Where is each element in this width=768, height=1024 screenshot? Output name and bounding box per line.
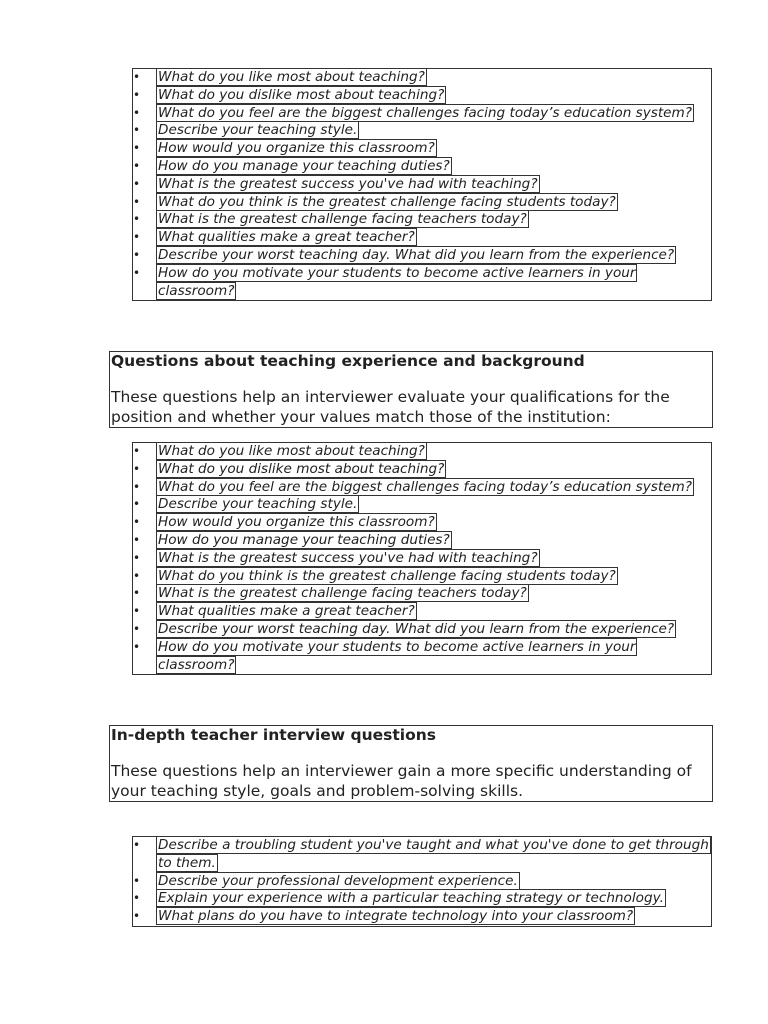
list-item-text: How would you organize this classroom? [158, 514, 435, 531]
list-item [133, 585, 711, 603]
list-item-text: What do you think is the greatest challenge facing students today? [158, 567, 616, 584]
list-item [133, 550, 711, 568]
list-item [133, 87, 711, 105]
list-item [133, 532, 711, 550]
bullet: • [133, 909, 141, 924]
list-item [133, 639, 711, 675]
bullet: • [133, 141, 141, 156]
list-item [133, 496, 711, 514]
bullet: • [133, 639, 141, 654]
list-item [133, 890, 711, 908]
list-item-text: What do you like most about teaching? [158, 443, 425, 459]
list-item [133, 229, 711, 247]
list-item-text: What do you think is the greatest challenge facing students today? [158, 193, 616, 210]
list-item-text: How would you organize this classroom? [158, 140, 435, 157]
list-item-text: What is the greatest challenge facing teachers today? [158, 211, 527, 228]
list-item [133, 479, 711, 497]
list-item [133, 603, 711, 621]
list-item-text: What qualities make a great teacher? [158, 229, 415, 246]
list-item-text: Describe your professional development experience. [158, 872, 518, 889]
section-intro: These questions help an interviewer gain a more specific understanding of your teaching style, goals and problem-solving skills. [111, 762, 692, 800]
bullet: • [133, 444, 141, 458]
question-list-in-depth [132, 836, 712, 927]
bullet: • [133, 497, 141, 512]
bullet: • [133, 891, 141, 906]
section-heading: Questions about teaching experience and background [111, 352, 585, 370]
bullet: • [133, 87, 141, 102]
bullet: • [133, 123, 141, 138]
bullet: • [133, 621, 141, 636]
list-item [133, 176, 711, 194]
list-item [133, 140, 711, 158]
list-item [133, 837, 711, 873]
section-heading: In-depth teacher interview questions [111, 726, 436, 744]
list-item [133, 873, 711, 891]
list-item-text: What do you dislike most about teaching? [158, 86, 445, 103]
list-item-text: Describe your teaching style. [158, 122, 358, 139]
bullet: • [133, 105, 141, 120]
list-item [133, 69, 711, 87]
list-item-text: What qualities make a great teacher? [158, 603, 415, 620]
list-item [133, 122, 711, 140]
list-item [133, 105, 711, 123]
list-item [133, 514, 711, 532]
bullet: • [133, 194, 141, 209]
bullet: • [133, 532, 141, 547]
bullet: • [133, 479, 141, 494]
bullet: • [133, 873, 141, 888]
list-item-text: What do you feel are the biggest challenges facing today’s education system? [158, 104, 692, 121]
list-item-text: What is the greatest challenge facing teachers today? [158, 585, 527, 602]
list-item [133, 194, 711, 212]
list-item [133, 621, 711, 639]
list-item [133, 211, 711, 229]
list-item [133, 265, 711, 301]
bullet: • [133, 604, 141, 619]
list-item-text: Describe your teaching style. [158, 496, 358, 513]
bullet: • [133, 568, 141, 583]
section-intro: These questions help an interviewer evaluate your qualifications for the position and whether your values match those of the institution: [111, 388, 670, 426]
list-item-text: What is the greatest success you've had with teaching? [158, 549, 538, 566]
list-item-text: What do you like most about teaching? [158, 69, 425, 85]
list-item-text: Describe your worst teaching day. What did you learn from the experience? [158, 246, 675, 263]
list-item [133, 158, 711, 176]
list-item-text: What is the greatest success you've had with teaching? [158, 175, 538, 192]
bullet: • [133, 230, 141, 245]
bullet: • [133, 461, 141, 476]
list-item-text: How do you manage your teaching duties? [158, 157, 450, 174]
bullet: • [133, 247, 141, 262]
bullet: • [133, 176, 141, 191]
section-in-depth-questions [109, 725, 713, 802]
list-item [133, 908, 711, 926]
list-item [133, 461, 711, 479]
list-item-text: How do you motivate your students to become active learners in your classroom? [158, 638, 636, 673]
list-item [133, 247, 711, 265]
list-item [133, 443, 711, 461]
bullet: • [133, 550, 141, 565]
list-item-text: How do you motivate your students to become active learners in your classroom? [158, 264, 636, 299]
question-list-general [132, 68, 712, 301]
list-item-text: What do you feel are the biggest challenges facing today’s education system? [158, 478, 692, 495]
section-teaching-experience [109, 351, 713, 428]
list-item-text: What do you dislike most about teaching? [158, 460, 445, 477]
bullet: • [133, 515, 141, 530]
list-item-text: Explain your experience with a particular teaching strategy or technology. [158, 890, 664, 907]
question-list-experience [132, 442, 712, 675]
list-item-text: How do you manage your teaching duties? [158, 531, 450, 548]
list-item-text: Describe your worst teaching day. What did you learn from the experience? [158, 620, 675, 637]
bullet: • [133, 158, 141, 173]
bullet: • [133, 265, 141, 280]
bullet: • [133, 212, 141, 227]
bullet: • [133, 70, 141, 84]
bullet: • [133, 586, 141, 601]
list-item [133, 568, 711, 586]
list-item-text: Describe a troubling student you've taught and what you've done to get through to them. [158, 837, 709, 871]
list-item-text: What plans do you have to integrate technology into your classroom? [158, 908, 634, 925]
bullet: • [133, 838, 141, 852]
